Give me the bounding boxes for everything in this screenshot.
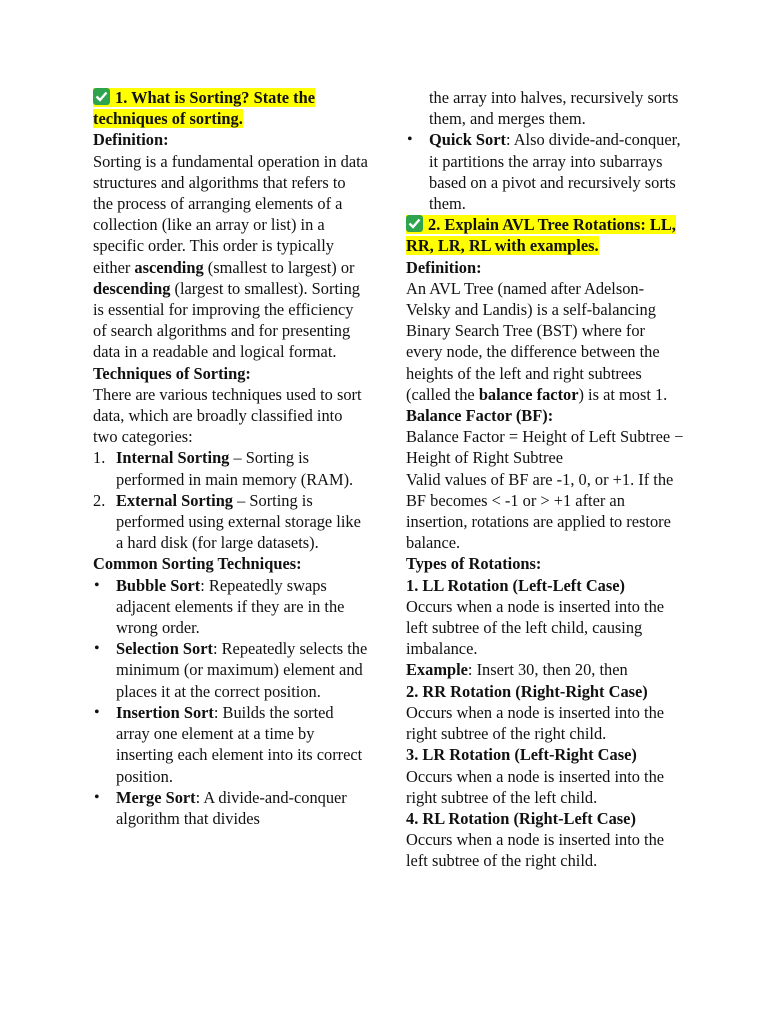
list-item: 1. Internal Sorting – Sorting is performed in main memory (RAM). bbox=[93, 448, 354, 489]
ll-rotation-title: 1. LL Rotation (Left-Left Case) bbox=[406, 575, 625, 595]
definition-paragraph: Sorting is a fundamental operation in data structures and algorithms that refers to the process of arranging elements of a collection (like an array or list) in a specific order. This order is typically either ascending (smallest to largest) or descending (largest to smallest). Sorting is essential for improving the efficiency of search algorithms and for presenting data in a readable and logical format. bbox=[93, 151, 368, 362]
balance-factor-valid: Valid values of BF are -1, 0, or +1. If the BF becomes < -1 or > +1 after an insertion, rotations are applied to restore balance. bbox=[406, 469, 674, 553]
techniques-label: Techniques of Sorting: bbox=[93, 363, 251, 383]
technique-list-continued bbox=[406, 129, 684, 214]
q1-heading bbox=[93, 87, 368, 129]
list-item: • Insertion Sort: Builds the sorted array one element at a time by inserting each element into its correct position. bbox=[94, 702, 363, 786]
q1-title: 1. What is Sorting? State the techniques of sorting. bbox=[93, 88, 316, 129]
list-item: • Merge Sort: A divide-and-conquer algorithm that divides bbox=[94, 787, 347, 828]
rotation-types-label: Types of Rotations: bbox=[406, 554, 542, 574]
merge-sort-continuation: the array into halves, recursively sorts them, and merges them. bbox=[429, 88, 679, 129]
rr-rotation-title: 2. RR Rotation (Right-Right Case) bbox=[406, 681, 648, 701]
list-item: • Selection Sort: Repeatedly selects the minimum (or maximum) element and places it at the correct position. bbox=[94, 639, 368, 701]
list-item: • Quick Sort: Also divide-and-conquer, it partitions the array into subarrays based on a pivot and recursively sorts them. bbox=[407, 130, 681, 214]
rl-rotation-desc: Occurs when a node is inserted into the left subtree of the right child. bbox=[406, 830, 665, 871]
q2-heading bbox=[406, 214, 684, 256]
balance-factor-formula: Balance Factor = Height of Left Subtree − Height of Right Subtree bbox=[406, 427, 684, 468]
avl-definition-paragraph: An AVL Tree (named after Adelson-Velsky and Landis) is a self-balancing Binary Search Tree (BST) where for every node, the difference between the heights of the left and right subtrees (called the balance factor) is at most 1. bbox=[406, 278, 668, 404]
check-mark-icon bbox=[93, 88, 110, 105]
common-techniques-label: Common Sorting Techniques: bbox=[93, 554, 302, 574]
bullet-icon: • bbox=[94, 576, 100, 594]
list-item: • Bubble Sort: Repeatedly swaps adjacent elements if they are in the wrong order. bbox=[94, 575, 345, 638]
rl-rotation-title: 4. RL Rotation (Right-Left Case) bbox=[406, 808, 636, 828]
bullet-icon: • bbox=[407, 131, 413, 149]
bullet-icon: • bbox=[94, 788, 100, 806]
list-item: 2. External Sorting – Sorting is performed using external storage like a hard disk (for large datasets). bbox=[93, 490, 361, 553]
avl-definition-label: Definition: bbox=[406, 257, 482, 277]
lr-rotation-desc: Occurs when a node is inserted into the right subtree of the left child. bbox=[406, 766, 665, 807]
category-list bbox=[93, 447, 368, 553]
ll-rotation-desc: Occurs when a node is inserted into the left subtree of the left child, causing imbalance. bbox=[406, 596, 665, 659]
ll-example: Example: Insert 30, then 20, then bbox=[406, 660, 628, 680]
left-column bbox=[93, 87, 368, 829]
rr-rotation-desc: Occurs when a node is inserted into the right subtree of the right child. bbox=[406, 702, 665, 744]
technique-list bbox=[93, 575, 368, 829]
balance-factor-label: Balance Factor (BF): bbox=[406, 406, 554, 426]
bullet-icon: • bbox=[94, 640, 100, 658]
right-column bbox=[406, 87, 684, 872]
q2-title: 2. Explain AVL Tree Rotations: LL, RR, LR, RL with examples. bbox=[406, 215, 676, 256]
lr-rotation-title: 3. LR Rotation (Left-Right Case) bbox=[406, 745, 637, 765]
techniques-paragraph: There are various techniques used to sort data, which are broadly classified into two categories: bbox=[93, 384, 362, 447]
definition-label: Definition: bbox=[93, 130, 169, 150]
check-mark-icon bbox=[406, 215, 423, 232]
bullet-icon: • bbox=[94, 703, 100, 721]
